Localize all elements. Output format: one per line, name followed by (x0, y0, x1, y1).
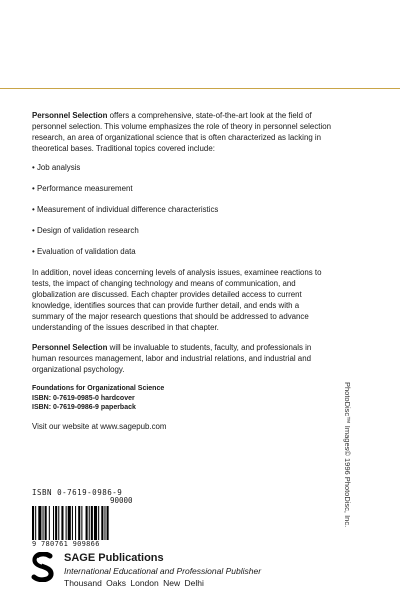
barcode-bar (66, 506, 67, 540)
topic-item: • Evaluation of validation data (32, 247, 136, 256)
barcode-bar (89, 506, 90, 540)
isbn-hardcover: ISBN: 0-7619-0985-0 hardcover (32, 394, 135, 402)
barcode-bar (104, 506, 105, 540)
barcode-ean: 9 780761 909866 (32, 540, 100, 548)
barcode-bar (94, 506, 97, 540)
barcode-bar (61, 506, 63, 540)
audience-paragraph (32, 342, 332, 375)
barcode-isbn: ISBN 0-7619-0986-9 (32, 488, 123, 497)
barcode-price-code: 90000 (110, 496, 133, 505)
barcode-bar (53, 506, 54, 540)
book-title-bold: Personnel Selection (32, 343, 108, 352)
publisher-block (30, 552, 330, 596)
topic-item: • Job analysis (32, 163, 81, 172)
series-name: Foundations for Organizational Science (32, 385, 165, 392)
barcode-bar (81, 506, 82, 540)
gold-rule (0, 88, 400, 89)
topics-list (32, 162, 332, 257)
barcode-bar (58, 506, 59, 540)
intro-body: offers a comprehensive, state-of-the-art look at the field of personnel selection. This volume emphasizes the role of theory in personnel selection research, an area of organizational science that is often characterized as lacking in theoretical bases. Traditional topics covered include: (32, 111, 331, 153)
topic-item: • Performance measurement (32, 184, 133, 193)
barcode-bar (49, 506, 50, 540)
top-band (0, 0, 400, 88)
barcode-bar (55, 506, 57, 540)
audience-body: will be invaluable to students, faculty, and professionals in human resources management, labor and industrial relations, and industrial and organizational psychology. (32, 343, 312, 374)
barcode-bar (35, 506, 36, 540)
back-cover-text (32, 110, 332, 435)
series-info (32, 384, 332, 413)
topic-item: • Measurement of individual difference characteristics (32, 205, 219, 214)
publisher-cities: Thousand Oaks London New Delhi (64, 578, 204, 588)
sage-logo-icon (30, 552, 58, 582)
barcode-bar (32, 506, 34, 540)
barcode (32, 488, 147, 548)
barcode-bar (91, 506, 93, 540)
barcode-bars (32, 506, 147, 540)
barcode-bar (78, 506, 80, 540)
barcode-bar (101, 506, 103, 540)
publisher-name: SAGE Publications (64, 552, 164, 564)
isbn-paperback: ISBN: 0-7619-0986-9 paperback (32, 404, 136, 411)
book-title-bold: Personnel Selection (32, 111, 108, 120)
barcode-bar (68, 506, 71, 540)
novel-ideas-paragraph: In addition, novel ideas concerning levels of analysis issues, examinee reactions to tests, the impact of changing technology and means of communication, and globalization are discussed. Each chapter provides detailed access to current knowledge, identifies sources that can provide further detail, and ends with a summary of the major research questions that should be addressed to advance understanding of the issues described in that chapter. (32, 268, 322, 332)
barcode-bar (38, 506, 41, 540)
barcode-bar (43, 506, 44, 540)
barcode-bar (86, 506, 88, 540)
website-line: Visit our website at www.sagepub.com (32, 421, 167, 431)
barcode-bar (107, 506, 109, 540)
barcode-bar (45, 506, 47, 540)
barcode-bar (98, 506, 99, 540)
barcode-bar (72, 506, 73, 540)
barcode-bar (75, 506, 76, 540)
photo-credit: PhotoDisc™ Images© 1996 PhotoDisc, Inc. (343, 382, 352, 528)
intro-paragraph (32, 110, 332, 154)
topic-item: • Design of validation research (32, 226, 139, 235)
publisher-tagline: International Educational and Professional Publisher (64, 566, 262, 576)
